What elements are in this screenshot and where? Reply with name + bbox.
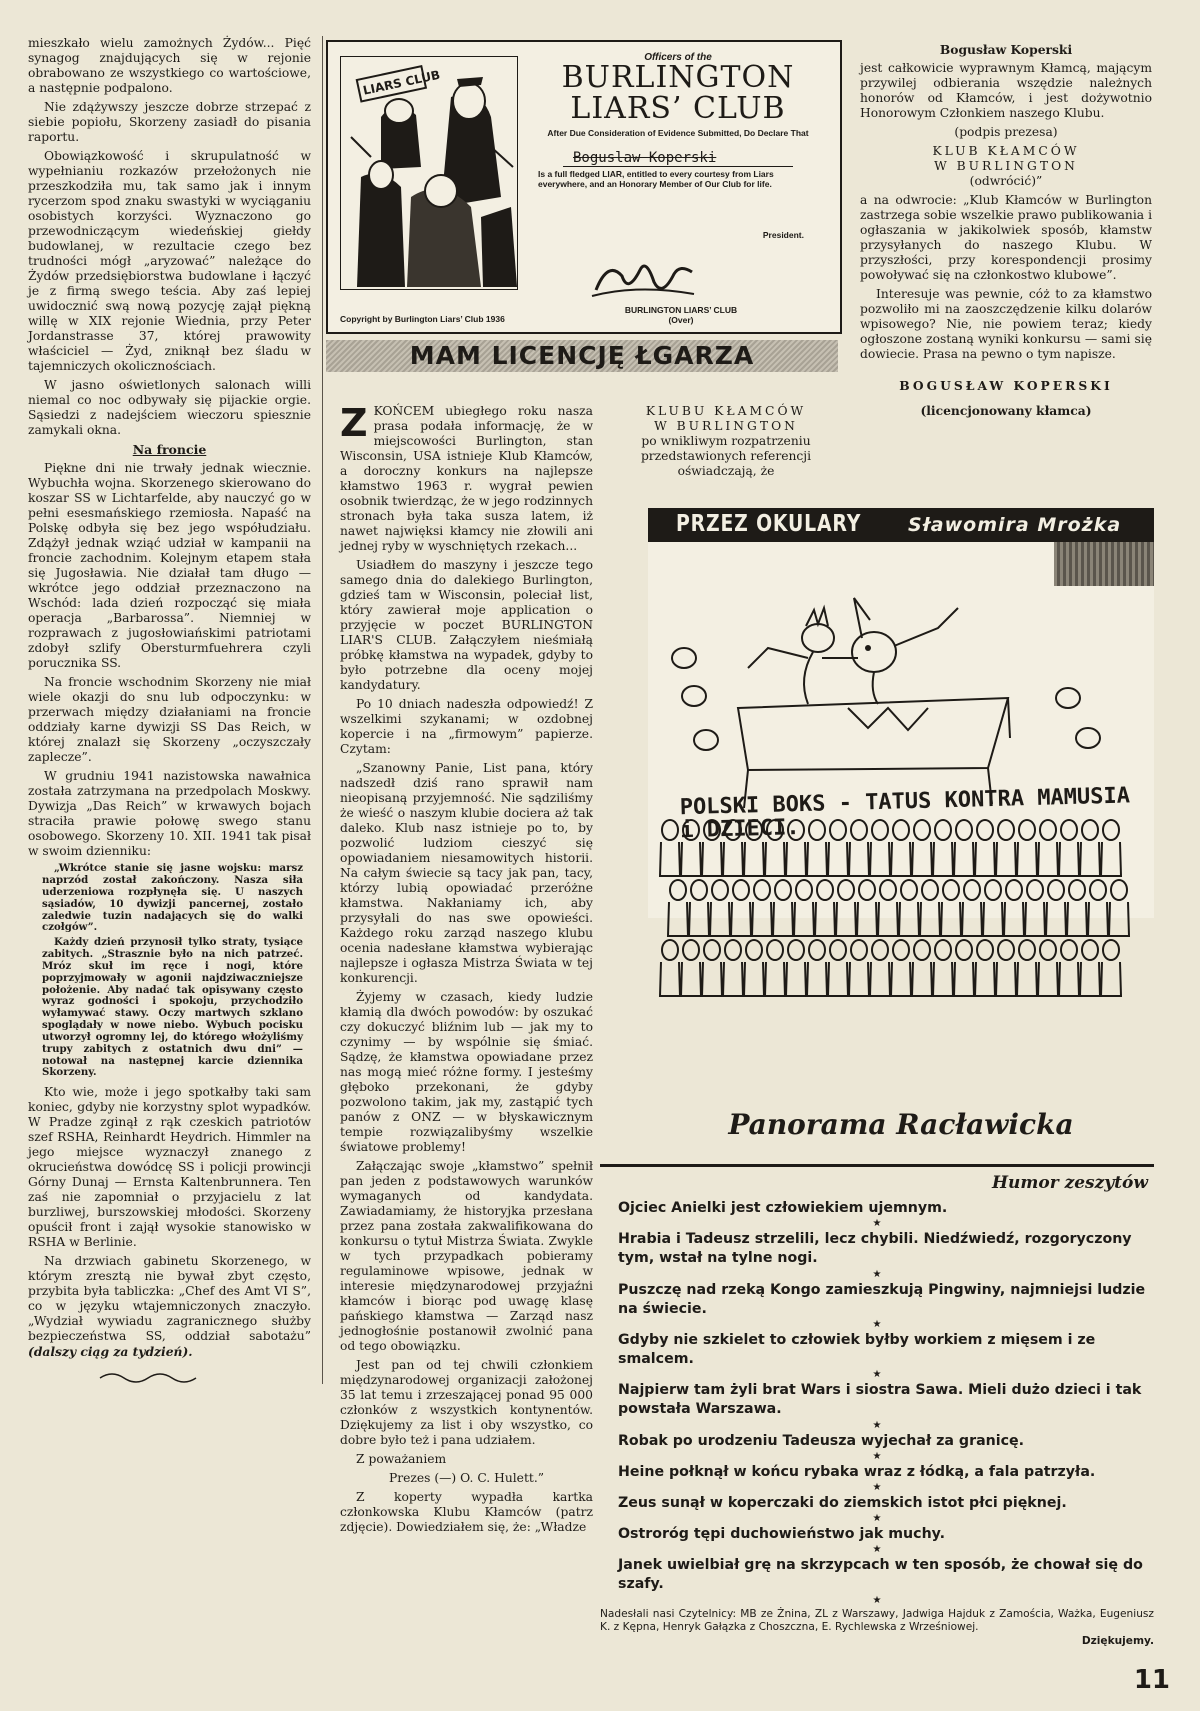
paragraph: Nie zdążywszy jeszcze dobrze strzepać z siebie popiołu, Skorzeny zasiadł do pisania raportu. xyxy=(28,100,311,144)
crowd-head xyxy=(872,940,888,960)
crowd-body xyxy=(744,962,764,996)
liars-illustration-icon xyxy=(341,57,517,289)
section-rule xyxy=(600,1164,1154,1167)
crowd-head xyxy=(859,880,875,900)
crowd-body xyxy=(933,842,953,876)
crowd-head xyxy=(704,820,720,840)
end-squiggle-icon xyxy=(98,1368,208,1384)
article-column-2 xyxy=(340,401,593,1539)
crowd-body xyxy=(912,842,932,876)
crowd-head xyxy=(1019,820,1035,840)
crowd-body xyxy=(815,902,835,936)
crowd-head xyxy=(1082,940,1098,960)
crowd-body xyxy=(1059,962,1079,996)
crowd-body xyxy=(752,902,772,936)
crowd-body xyxy=(891,842,911,876)
crowd-body xyxy=(891,962,911,996)
article-column-4 xyxy=(860,42,1152,418)
article-column-1 xyxy=(28,36,311,1384)
crowd-body xyxy=(689,902,709,936)
crowd-head xyxy=(956,820,972,840)
over-note: (odwrócić)” xyxy=(969,174,1043,188)
crowd-head xyxy=(788,820,804,840)
crowd-body xyxy=(933,962,953,996)
drop-cap: Z xyxy=(340,401,368,445)
joke-list xyxy=(600,1199,1154,1606)
crowd-head xyxy=(893,820,909,840)
thanks-note: Dziękujemy. xyxy=(1081,1635,1154,1648)
crowd-head xyxy=(935,820,951,840)
crowd-body xyxy=(710,902,730,936)
crowd-body xyxy=(828,962,848,996)
crowd-head xyxy=(851,940,867,960)
star-separator-icon: ★ xyxy=(872,1369,882,1381)
crowd-body xyxy=(870,962,890,996)
crowd-body xyxy=(912,962,932,996)
humor-title: Humor zeszytów xyxy=(991,1173,1148,1193)
crowd-head xyxy=(977,820,993,840)
crowd-body xyxy=(702,842,722,876)
paragraph-text: Na drzwiach gabinetu Skorzenego, w którym zresztą nie bywał zbyt często, przybita była tabliczka: „Chef des Amt VI S”, co w języku wtajemniczonych znaczyło. „Wydział wywiadu zagranicznego służby bezpieczeństwa SS, oddział sabotażu” xyxy=(28,1254,311,1344)
crowd-head xyxy=(712,880,728,900)
crowd-head xyxy=(683,940,699,960)
crowd-head xyxy=(956,940,972,960)
author-signature: BOGUSŁAW KOPERSKI xyxy=(899,378,1113,393)
crowd-body xyxy=(1059,842,1079,876)
crowd-body xyxy=(954,842,974,876)
letter-signature: Prezes (—) O. C. Hulett.” xyxy=(388,1471,545,1485)
joke-item: Ostroróg tępi duchowieństwo jak muchy. xyxy=(618,1526,945,1543)
crowd-head xyxy=(985,880,1001,900)
paragraph: Interesuje was pewnie, cóż to za kłamstwo pozwoliło mi na zaoszczędzenie kilku dolarów wpisowego? Nie, nie powiem teraz; kiedy ogłoszone zostaną wyniki konkursu — sami się dowiecie. Prasa na pewno o tym napisze. xyxy=(860,287,1152,361)
star-separator-icon: ★ xyxy=(872,1513,882,1525)
signature-line: (podpis prezesa) xyxy=(954,125,1058,139)
crowd-body xyxy=(857,902,877,936)
crowd-head xyxy=(1048,880,1064,900)
crowd-body xyxy=(1109,902,1129,936)
certificate-copyright: Copyright by Burlington Liars’ Club 1936 xyxy=(340,314,505,324)
crowd-body xyxy=(723,842,743,876)
crowd-body xyxy=(836,902,856,936)
star-separator-icon: ★ xyxy=(872,1450,882,1462)
crowd-body xyxy=(681,962,701,996)
page-number: 11 xyxy=(1133,1665,1170,1695)
crowd-body xyxy=(731,902,751,936)
club-name-line1: BURLINGTON xyxy=(561,60,795,95)
crowd-head xyxy=(662,820,678,840)
joke-item: Janek uwielbiał grę na skrzypcach w ten sposób, że chował się do szafy. xyxy=(618,1557,1143,1593)
column-divider xyxy=(322,36,323,1384)
crowd-head xyxy=(733,880,749,900)
crowd-head xyxy=(1040,820,1056,840)
paragraph: Jest pan od tej chwili członkiem międzynarodowej organizacji założonej 35 lat temu i zrzeszającej ponad 95 000 członków z wszystkich kontynentów. Dziękujemy za list i oby wszystko, co dobre było też i pana udziałem. xyxy=(340,1358,593,1447)
star-separator-icon: ★ xyxy=(872,1594,882,1606)
crowd-head xyxy=(670,880,686,900)
joke-item: Robak po urodzeniu Tadeusza wyjechał za granicę. xyxy=(618,1432,1025,1449)
readers-credit: Nadesłali nasi Czytelnicy: MB ze Żnina, ZL z Warszawy, Jadwiga Hajduk z Zamościa, Ważka, Eugeniusz K. z Kępna, Henryk Gałązka z Choszczna, E. Rychlewska z Wrześniowej. xyxy=(600,1607,1154,1634)
crowd-body xyxy=(1088,902,1108,936)
crowd-head xyxy=(788,940,804,960)
paragraph: Załączając swoje „kłamstwo” spełnił pan jeden z podstawowych warunków wymaganych od kandydata. Zawiadamiamy, że historyjka przesłana przez pana została zakwalifikowana do konkursu o tytuł Mistrza Świata. Zwykle w tych przypadkach pobieramy regulaminowe wpisowe, jednak w interesie międzynarodowej przyjaźni kłamców i biorąc pod uwagę klasę pańskiego kłamstwa — Zarząd nasz jednogłośnie postanowił zwolnić pana od tego obowiązku. xyxy=(340,1159,593,1353)
crowd-body xyxy=(765,842,785,876)
crowd-head xyxy=(838,880,854,900)
crowd-head xyxy=(1111,880,1127,900)
crowd-head xyxy=(809,940,825,960)
paragraph: Żyjemy w czasach, kiedy ludzie kłamią dla dwóch powodów: by oszukać czy dokuczyć bliźnim lub — jak my to czynimy — by wspólnie się śmiać. Sądzę, że kłamstwa opowiadane przez nas mogą mieć różne formy. I jesteśmy głęboko przekonani, że gdyby pozwolono takim, jak my, zastąpić tych panów z ONZ — w błyskawicznym tempie rozwiązalibyśmy wszelkie światowe problemy! xyxy=(340,990,593,1154)
crowd-body xyxy=(1101,842,1121,876)
joke-item: Puszczę nad rzeką Kongo zamieszkują Pingwiny, najmniejsi ludzie na świecie. xyxy=(618,1281,1146,1317)
crowd-head xyxy=(1061,820,1077,840)
crowd-head xyxy=(977,940,993,960)
certificate-text xyxy=(528,52,828,240)
club-declaration: po wnikliwym rozpatrzeniu przedstawionych referencji oświadczają, że xyxy=(640,434,812,478)
crowd-body xyxy=(660,842,680,876)
crowd-body xyxy=(1004,902,1024,936)
crowd-head xyxy=(1027,880,1043,900)
crowd-head xyxy=(851,820,867,840)
crowd-body xyxy=(975,962,995,996)
crowd-body xyxy=(983,902,1003,936)
crowd-body xyxy=(723,962,743,996)
crowd-head xyxy=(998,820,1014,840)
headline-banner xyxy=(326,340,838,372)
crowd-head xyxy=(998,940,1014,960)
crowd-body xyxy=(681,842,701,876)
crowd-head xyxy=(1103,940,1119,960)
paragraph: Z poważaniem xyxy=(356,1452,447,1466)
crowd-head xyxy=(830,940,846,960)
certificate-illustration xyxy=(340,56,518,290)
paragraph: a na odwrocie: „Klub Kłamców w Burlington zastrzega sobie wszelkie prawo publikowania i ogłaszania w jakikolwiek sposób, kłamstw przysyłanych do naszego Klubu. W przyszłości, przy korespondencji prosimy powoływać się na członkostwo klubowe”. xyxy=(860,193,1152,282)
crowd-head xyxy=(767,940,783,960)
president-signature-icon xyxy=(588,254,698,304)
liars-club-certificate xyxy=(326,40,842,334)
quote-paragraph: Każdy dzień przynosił tylko straty, tysiące zabitych. „Strasznie było na nich patrzeć. Mróz skuł im ręce i nogi, które poprzyjmowały w agonii najdziwaczniejsze położenie. Aby nadać tak opisywany często wyraz godności i spokoju, przychodziło wyłamywać stawy. Oczy martwych szklano spoglądały w nowe niebo. Wybuch pocisku utworzył ogromny lej, do którego włożyliśmy trupy zabitych z ostatnich dwu dni” — notował na następnej karcie dziennika Skorzeny. xyxy=(42,936,303,1079)
crowd-head xyxy=(830,820,846,840)
cartoon-title: PRZEZ OKULARY xyxy=(676,511,862,537)
crowd-body xyxy=(786,842,806,876)
crowd-body xyxy=(878,902,898,936)
crowd-body xyxy=(1101,962,1121,996)
crowd-head xyxy=(1019,940,1035,960)
paragraph: Po 10 dniach nadeszła odpowiedź! Z wszelkimi szykanami; w ozdobnej kopercie i na „firmowym” papierze. Czytam: xyxy=(340,697,593,756)
crowd-body xyxy=(941,902,961,936)
crowd-body xyxy=(1067,902,1087,936)
crowd-head xyxy=(922,880,938,900)
star-separator-icon: ★ xyxy=(872,1268,882,1280)
crowd-body xyxy=(807,962,827,996)
crowd-head xyxy=(1069,880,1085,900)
member-name: Bogusław Koperski xyxy=(939,42,1073,57)
crowd-head xyxy=(746,820,762,840)
paragraph xyxy=(28,1254,311,1360)
crowd-body xyxy=(1046,902,1066,936)
crowd-body xyxy=(660,962,680,996)
crowd-body xyxy=(1080,962,1100,996)
continued-note: (dalszy ciąg za tydzień). xyxy=(28,1344,193,1360)
club-title-line1: KLUBU KŁAMCÓW xyxy=(645,404,807,418)
club-line1: KLUB KŁAMCÓW xyxy=(932,144,1080,158)
quote-paragraph: „Wkrótce stanie się jasne wojsku: marsz naprzód został zakończony. Nasza siła uderzeniowa rozpłynęła się. U naszych sąsiadów, 10 dywizji pancernej, zostało zaledwie tuzin nadających się do walki czołgów”. xyxy=(42,862,303,934)
crowd-head xyxy=(691,880,707,900)
joke-item: Gdyby nie szkielet to człowiek byłby workiem z mięsem i ze smalcem. xyxy=(618,1331,1096,1368)
crowd-head xyxy=(901,880,917,900)
crowd-head xyxy=(809,820,825,840)
crowd-body xyxy=(1080,842,1100,876)
certificate-footer-over: (Over) xyxy=(668,315,694,326)
paragraph: „Szanowny Panie, List pana, który nadszedł dziś rano sprawił nam nieopisaną przyjemność. Nie sądziliśmy że wieść o naszym klubie dociera aż tak daleko. Klub nasz istnieje po to, by pozwolić ludziom cieszyć się opowiadaniem niesamowitych historii. Na całym świecie są tacy jak pan, tacy, którzy lubią opowiadać przeróżne kłamstwa. Nakłaniamy ich, aby przysyłali do nas swe opowieści. Każdego roku zarząd naszego klubu ocenia nadesłane kłamstwa wybierając najlepsze i ogłasza Mistrza Świata w tej konkurencji. xyxy=(340,761,593,985)
panorama-cartoon-icon xyxy=(648,808,1154,1108)
crowd-body xyxy=(794,902,814,936)
crowd-body xyxy=(1025,902,1045,936)
diary-quote xyxy=(42,863,303,1079)
paragraph: W grudniu 1941 nazistowska nawałnica została zatrzymana na przedpolach Moskwy. Dywizja „Das Reich” w krwawych bojach straciła prawie połowę swego stanu osobowego. Skorzeny 10. XII. 1941 tak pisał w swoim dzienniku: xyxy=(28,769,311,859)
crowd-body xyxy=(702,962,722,996)
crowd-body xyxy=(1038,842,1058,876)
crowd-head xyxy=(683,820,699,840)
crowd-body xyxy=(1017,962,1037,996)
crowd-head xyxy=(1090,880,1106,900)
lead-paragraph xyxy=(340,401,593,554)
certificate-footer-club: BURLINGTON LIARS’ CLUB xyxy=(624,304,738,315)
paragraph: Z koperty wypadła kartka członkowska Klubu Kłamców (patrz zdjęcie). Dowiedziałem się, że: „Władze xyxy=(340,1490,593,1534)
panorama-caption: Panorama Racławicka xyxy=(728,1108,1074,1141)
author-signature-sub: (licencjonowany kłamca) xyxy=(920,403,1092,418)
crowd-head xyxy=(914,820,930,840)
crowd-head xyxy=(796,880,812,900)
star-separator-icon: ★ xyxy=(872,1419,882,1431)
crowd-head xyxy=(1082,820,1098,840)
section-subheading: Na froncie xyxy=(132,442,207,457)
joke-item: Najpierw tam żyli brat Wars i siostra Sawa. Mieli dużo dzieci i tak powstała Warszawa. xyxy=(618,1382,1142,1418)
article-column-3 xyxy=(610,404,842,479)
crowd-head xyxy=(817,880,833,900)
crowd-body xyxy=(870,842,890,876)
crowd-body xyxy=(954,962,974,996)
crowd-body xyxy=(1017,842,1037,876)
paragraph: W jasno oświetlonych salonach willi niemal co noc odbywały się pijackie orgie. Sąsiedzi z nadejściem wieczoru spiesznie zamykali okna. xyxy=(28,378,311,437)
star-separator-icon: ★ xyxy=(872,1318,882,1330)
crowd-body xyxy=(849,962,869,996)
crowd-head xyxy=(914,940,930,960)
crowd-head xyxy=(775,880,791,900)
club-title-line2: W BURLINGTON xyxy=(654,419,798,433)
crowd-body xyxy=(773,902,793,936)
cartoon-panel xyxy=(648,508,1154,1141)
president-label: President. xyxy=(762,229,804,240)
star-separator-icon: ★ xyxy=(872,1544,882,1556)
humor-section xyxy=(600,1164,1154,1647)
crowd-body xyxy=(765,962,785,996)
crowd-body xyxy=(975,842,995,876)
cartoon-caption: POLSKI BOKS - TATUS KONTRA MAMUSIA i DZIECI. xyxy=(679,783,1131,844)
paragraph: Piękne dni nie trwały jednak wiecznie. Wybuchła wojna. Skorzenego skierowano do koszar SS w Lichtarfelde, aby nauczyć go w pełni esesmańskiego rzemiosła. Napaść na Polskę odbyła się bez jego współudziału. Zdążył jednak wziąć udział w kampanii na froncie zachodnim. Kolejnym etapem stała się Jugosławia. Nie działał tam długo — wkrótce jego oddział przeznaczono na Wschód: lada dzień rozpocząć się miała operacja „Barbarossa”. Niemniej w rozprawach z jugosłowiańskimi patriotami zdobył szlify Obersturmfuehrera czyli porucznika SS. xyxy=(28,461,311,671)
lead-text: KOŃCEM ubiegłego roku nasza prasa podała informację, że w miejscowości Burlington, stan Wisconsin, USA istnieje Klub Kłamców, a doroczny konkurs na najlepsze kłamstwo 1963 r. wygrał pewien osobnik twierdząc, że w jego rodzinnych stronach była taka susza latem, iż nawet najwięksi kłamcy nie złowili ani jednej ryby w wyschniętych rzekach... xyxy=(340,404,593,553)
crowd-body xyxy=(996,962,1016,996)
crowd-head xyxy=(943,880,959,900)
crowd-body xyxy=(668,902,688,936)
paragraph: Usiadłem do maszyny i jeszcze tego samego dnia do dalekiego Burlington, gdzieś tam w Wisconsin, poleciał list, który zawierał moje application o przyjęcie w poczet BURLINGTON LIAR'S CLUB. Załączyłem nieśmiałą próbkę kłamstwa na wypadek, gdyby to było potrzebne dla oceny mojej kandydatury. xyxy=(340,558,593,692)
crowd-head xyxy=(893,940,909,960)
crowd-head xyxy=(746,940,762,960)
crowd-body xyxy=(828,842,848,876)
member-name: Boguslaw Koperski xyxy=(563,150,793,167)
certificate-officers: Officers of the xyxy=(644,52,712,63)
paragraph: mieszkało wielu zamożnych Żydów... Pięć synagog znajdujących się w rejonie obrabowano ze wszystkiego co wartościowe, a następnie podpalono. xyxy=(28,36,311,95)
certificate-fine-print: Is a full fledged LIAR, entitled to every courtesy from Liars everywhere, and an Honorary Member of Our Club for life. xyxy=(538,169,774,190)
club-line2: W BURLINGTON xyxy=(934,159,1078,173)
joke-item: Heine połknął w końcu rybaka wraz z łódką, a fala patrzyła. xyxy=(618,1463,1096,1480)
paragraph: Kto wie, może i jego spotkałby taki sam koniec, gdyby nie korzystny splot wypadków. W Pradze zginął z rąk czeskich patriotów szef RSHA, Reinhardt Heydrich. Himmler na jego miejsce wyznaczył znanego z okrucieństwa dowódcę SS i policji prowincji Górny Dunaj — Ernsta Kaltenbrunnera. Ten zaś nie zapomniał o przyjacielu z lat burzliwej, burszowskiej młodości. Skorzeny opuścił front i zajął wysokie stanowisko w RSHA w Berlinie. xyxy=(28,1085,311,1250)
sign-board-text: LIARS CLUB xyxy=(361,67,442,98)
crowd-head xyxy=(935,940,951,960)
crowd-head xyxy=(1040,940,1056,960)
joke-item: Hrabia i Tadeusz strzelili, lecz chybili. Niedźwiedź, rozgoryczony tym, wstał na tylne nogi. xyxy=(618,1231,1132,1267)
paragraph: Na froncie wschodnim Skorzeny nie miał wiele okazji do snu lub odpoczynku: w przerwach między działaniami na froncie oddziały karne dywizji SS Das Reich, w której znalazł się Skorzeny „oczyszczały zaplecze”. xyxy=(28,675,311,765)
crowd-body xyxy=(744,842,764,876)
crowd-body xyxy=(962,902,982,936)
crowd-body xyxy=(786,962,806,996)
cartoon-author: Sławomira Mrożka xyxy=(908,514,1122,536)
paragraph: Obowiązkowość i skrupulatność w wypełnianiu rozkazów przełożonych nie przeszkodziła mu, tak samo jak i innym rycerzom spod znaku swastyki w wyciąganiu osobistych korzyści. Wyznaczono go przewodniczącym wiedeńskiej giełdy budowlanej, w rezultacie czego bez trudności mógł „aryzować” należące do Żydów przedsiębiorstwa budowlane i łączyć je z firmą swego teścia. Aby zaś lepiej uwidocznić swą nową pozycję zajął piękną willę w XIX rejonie Wiednia, przy Peter Jordanstrasse 37, której prawowity właściciel — Żyd, zniknął bez śladu w tajemniczych okolicznościach. xyxy=(28,149,311,373)
club-name-line2: LIARS’ CLUB xyxy=(570,90,786,126)
joke-item: Zeus sunął w koperczaki do ziemskich istot płci pięknej. xyxy=(618,1494,1067,1511)
star-separator-icon: ★ xyxy=(872,1481,882,1493)
crowd-head xyxy=(704,940,720,960)
certificate-declaration: After Due Consideration of Evidence Submitted, Do Declare That xyxy=(547,128,809,139)
paragraph: jest całkowicie wyprawnym Kłamcą, mającym przywilej odbierania wszędzie należnych honorów od Kłamców, i jest dożywotnio Honorowym Członkiem naszego Klubu. xyxy=(860,61,1152,120)
crowd-body xyxy=(849,842,869,876)
crowd-head xyxy=(1061,940,1077,960)
crowd-body xyxy=(1038,962,1058,996)
crowd-body xyxy=(996,842,1016,876)
crowd-head xyxy=(767,820,783,840)
crowd-head xyxy=(1103,820,1119,840)
crowd-head xyxy=(725,820,741,840)
crowd-body xyxy=(807,842,827,876)
star-separator-icon: ★ xyxy=(872,1218,882,1230)
crowd-head xyxy=(754,880,770,900)
crowd-head xyxy=(964,880,980,900)
crowd-head xyxy=(872,820,888,840)
crowd-head xyxy=(1006,880,1022,900)
certificate-footer xyxy=(546,305,816,326)
joke-item: Ojciec Anielki jest człowiekiem ujemnym. xyxy=(618,1200,948,1216)
crowd-body xyxy=(899,902,919,936)
crowd-head xyxy=(662,940,678,960)
crowd-head xyxy=(880,880,896,900)
crowd-body xyxy=(920,902,940,936)
crowd-head xyxy=(725,940,741,960)
headline: MAM LICENCJĘ ŁGARZA xyxy=(409,341,755,370)
